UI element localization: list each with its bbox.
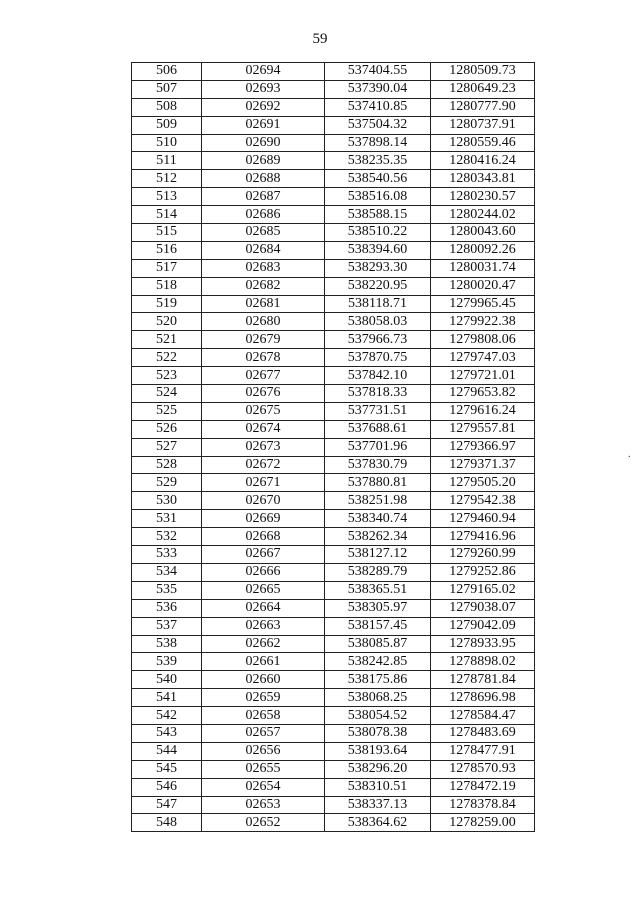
y-coordinate-cell: 1278378.84 — [431, 796, 535, 814]
y-coordinate-cell: 1279042.09 — [431, 617, 535, 635]
point-id-cell: 02670 — [202, 492, 325, 510]
y-coordinate-cell: 1279460.94 — [431, 510, 535, 528]
point-id-cell: 02683 — [202, 259, 325, 277]
x-coordinate-cell: 538540.56 — [325, 170, 431, 188]
x-coordinate-cell: 537410.85 — [325, 98, 431, 116]
y-coordinate-cell: 1280559.46 — [431, 134, 535, 152]
y-coordinate-cell: 1279542.38 — [431, 492, 535, 510]
table-row — [132, 599, 535, 617]
y-coordinate-cell: 1279965.45 — [431, 295, 535, 313]
y-coordinate-cell: 1280043.60 — [431, 224, 535, 242]
x-coordinate-cell: 538289.79 — [325, 563, 431, 581]
y-coordinate-cell: 1279252.86 — [431, 563, 535, 581]
margin-mark: . — [628, 449, 631, 460]
x-coordinate-cell: 538296.20 — [325, 760, 431, 778]
y-coordinate-cell: 1279557.81 — [431, 420, 535, 438]
table-row — [132, 563, 535, 581]
point-id-cell: 02659 — [202, 689, 325, 707]
row-number-cell: 533 — [132, 546, 202, 564]
point-id-cell: 02655 — [202, 760, 325, 778]
point-id-cell: 02667 — [202, 546, 325, 564]
point-id-cell: 02657 — [202, 724, 325, 742]
row-number-cell: 512 — [132, 170, 202, 188]
table-row — [132, 241, 535, 259]
table-row — [132, 510, 535, 528]
y-coordinate-cell: 1279505.20 — [431, 474, 535, 492]
row-number-cell: 509 — [132, 116, 202, 134]
x-coordinate-cell: 538078.38 — [325, 724, 431, 742]
row-number-cell: 547 — [132, 796, 202, 814]
x-coordinate-cell: 538305.97 — [325, 599, 431, 617]
y-coordinate-cell: 1278472.19 — [431, 778, 535, 796]
x-coordinate-cell: 538085.87 — [325, 635, 431, 653]
point-id-cell: 02674 — [202, 420, 325, 438]
table-row — [132, 653, 535, 671]
x-coordinate-cell: 538068.25 — [325, 689, 431, 707]
x-coordinate-cell: 537688.61 — [325, 420, 431, 438]
x-coordinate-cell: 538364.62 — [325, 814, 431, 832]
x-coordinate-cell: 537966.73 — [325, 331, 431, 349]
y-coordinate-cell: 1278570.93 — [431, 760, 535, 778]
row-number-cell: 543 — [132, 724, 202, 742]
point-id-cell: 02669 — [202, 510, 325, 528]
table-row — [132, 367, 535, 385]
row-number-cell: 515 — [132, 224, 202, 242]
row-number-cell: 513 — [132, 188, 202, 206]
row-number-cell: 541 — [132, 689, 202, 707]
x-coordinate-cell: 537504.32 — [325, 116, 431, 134]
y-coordinate-cell: 1280031.74 — [431, 259, 535, 277]
row-number-cell: 542 — [132, 707, 202, 725]
x-coordinate-cell: 538365.51 — [325, 581, 431, 599]
point-id-cell: 02689 — [202, 152, 325, 170]
row-number-cell: 527 — [132, 438, 202, 456]
table-row — [132, 224, 535, 242]
row-number-cell: 545 — [132, 760, 202, 778]
point-id-cell: 02666 — [202, 563, 325, 581]
row-number-cell: 524 — [132, 385, 202, 403]
table-row — [132, 116, 535, 134]
row-number-cell: 532 — [132, 528, 202, 546]
point-id-cell: 02680 — [202, 313, 325, 331]
y-coordinate-cell: 1279721.01 — [431, 367, 535, 385]
row-number-cell: 537 — [132, 617, 202, 635]
coordinates-table-body — [132, 63, 535, 832]
row-number-cell: 526 — [132, 420, 202, 438]
table-row — [132, 456, 535, 474]
page-number: 59 — [312, 31, 328, 47]
table-row — [132, 134, 535, 152]
y-coordinate-cell: 1280509.73 — [431, 63, 535, 81]
row-number-cell: 518 — [132, 277, 202, 295]
table-row — [132, 546, 535, 564]
point-id-cell: 02672 — [202, 456, 325, 474]
y-coordinate-cell: 1280343.81 — [431, 170, 535, 188]
table-row — [132, 438, 535, 456]
row-number-cell: 519 — [132, 295, 202, 313]
coordinates-table — [131, 62, 535, 832]
table-row — [132, 349, 535, 367]
point-id-cell: 02663 — [202, 617, 325, 635]
x-coordinate-cell: 538058.03 — [325, 313, 431, 331]
x-coordinate-cell: 538262.34 — [325, 528, 431, 546]
table-row — [132, 742, 535, 760]
y-coordinate-cell: 1279616.24 — [431, 402, 535, 420]
point-id-cell: 02671 — [202, 474, 325, 492]
row-number-cell: 540 — [132, 671, 202, 689]
x-coordinate-cell: 538235.35 — [325, 152, 431, 170]
point-id-cell: 02679 — [202, 331, 325, 349]
point-id-cell: 02685 — [202, 224, 325, 242]
table-row — [132, 98, 535, 116]
x-coordinate-cell: 538157.45 — [325, 617, 431, 635]
x-coordinate-cell: 538175.86 — [325, 671, 431, 689]
row-number-cell: 510 — [132, 134, 202, 152]
row-number-cell: 535 — [132, 581, 202, 599]
x-coordinate-cell: 538588.15 — [325, 206, 431, 224]
x-coordinate-cell: 537870.75 — [325, 349, 431, 367]
row-number-cell: 516 — [132, 241, 202, 259]
x-coordinate-cell: 537898.14 — [325, 134, 431, 152]
table-row — [132, 295, 535, 313]
table-row — [132, 313, 535, 331]
point-id-cell: 02690 — [202, 134, 325, 152]
y-coordinate-cell: 1280092.26 — [431, 241, 535, 259]
x-coordinate-cell: 537390.04 — [325, 80, 431, 98]
row-number-cell: 544 — [132, 742, 202, 760]
x-coordinate-cell: 537404.55 — [325, 63, 431, 81]
row-number-cell: 517 — [132, 259, 202, 277]
point-id-cell: 02654 — [202, 778, 325, 796]
row-number-cell: 538 — [132, 635, 202, 653]
row-number-cell: 548 — [132, 814, 202, 832]
y-coordinate-cell: 1279747.03 — [431, 349, 535, 367]
point-id-cell: 02684 — [202, 241, 325, 259]
x-coordinate-cell: 537842.10 — [325, 367, 431, 385]
row-number-cell: 507 — [132, 80, 202, 98]
point-id-cell: 02681 — [202, 295, 325, 313]
row-number-cell: 520 — [132, 313, 202, 331]
point-id-cell: 02660 — [202, 671, 325, 689]
point-id-cell: 02664 — [202, 599, 325, 617]
x-coordinate-cell: 538510.22 — [325, 224, 431, 242]
y-coordinate-cell: 1278483.69 — [431, 724, 535, 742]
table-row — [132, 474, 535, 492]
y-coordinate-cell: 1279371.37 — [431, 456, 535, 474]
row-number-cell: 539 — [132, 653, 202, 671]
point-id-cell: 02656 — [202, 742, 325, 760]
y-coordinate-cell: 1280777.90 — [431, 98, 535, 116]
row-number-cell: 534 — [132, 563, 202, 581]
table-row — [132, 385, 535, 403]
table-row — [132, 671, 535, 689]
table-row — [132, 707, 535, 725]
table-row — [132, 689, 535, 707]
point-id-cell: 02691 — [202, 116, 325, 134]
row-number-cell: 511 — [132, 152, 202, 170]
point-id-cell: 02665 — [202, 581, 325, 599]
x-coordinate-cell: 538337.13 — [325, 796, 431, 814]
y-coordinate-cell: 1278696.98 — [431, 689, 535, 707]
row-number-cell: 536 — [132, 599, 202, 617]
table-row — [132, 581, 535, 599]
y-coordinate-cell: 1279922.38 — [431, 313, 535, 331]
x-coordinate-cell: 538193.64 — [325, 742, 431, 760]
point-id-cell: 02668 — [202, 528, 325, 546]
y-coordinate-cell: 1279808.06 — [431, 331, 535, 349]
y-coordinate-cell: 1279366.97 — [431, 438, 535, 456]
x-coordinate-cell: 538118.71 — [325, 295, 431, 313]
row-number-cell: 523 — [132, 367, 202, 385]
x-coordinate-cell: 537880.81 — [325, 474, 431, 492]
y-coordinate-cell: 1279165.02 — [431, 581, 535, 599]
x-coordinate-cell: 538293.30 — [325, 259, 431, 277]
y-coordinate-cell: 1278259.00 — [431, 814, 535, 832]
row-number-cell: 529 — [132, 474, 202, 492]
point-id-cell: 02682 — [202, 277, 325, 295]
y-coordinate-cell: 1279653.82 — [431, 385, 535, 403]
x-coordinate-cell: 538340.74 — [325, 510, 431, 528]
point-id-cell: 02673 — [202, 438, 325, 456]
x-coordinate-cell: 538310.51 — [325, 778, 431, 796]
y-coordinate-cell: 1280737.91 — [431, 116, 535, 134]
table-row — [132, 814, 535, 832]
table-row — [132, 778, 535, 796]
row-number-cell: 514 — [132, 206, 202, 224]
table-row — [132, 635, 535, 653]
x-coordinate-cell: 538127.12 — [325, 546, 431, 564]
x-coordinate-cell: 538516.08 — [325, 188, 431, 206]
x-coordinate-cell: 538394.60 — [325, 241, 431, 259]
x-coordinate-cell: 537830.79 — [325, 456, 431, 474]
x-coordinate-cell: 538251.98 — [325, 492, 431, 510]
table-row — [132, 277, 535, 295]
point-id-cell: 02658 — [202, 707, 325, 725]
table-row — [132, 420, 535, 438]
y-coordinate-cell: 1279038.07 — [431, 599, 535, 617]
table-row — [132, 760, 535, 778]
point-id-cell: 02694 — [202, 63, 325, 81]
table-row — [132, 259, 535, 277]
point-id-cell: 02653 — [202, 796, 325, 814]
table-row — [132, 402, 535, 420]
x-coordinate-cell: 537701.96 — [325, 438, 431, 456]
point-id-cell: 02678 — [202, 349, 325, 367]
table-row — [132, 152, 535, 170]
table-row — [132, 796, 535, 814]
row-number-cell: 525 — [132, 402, 202, 420]
y-coordinate-cell: 1279416.96 — [431, 528, 535, 546]
y-coordinate-cell: 1280649.23 — [431, 80, 535, 98]
point-id-cell: 02693 — [202, 80, 325, 98]
point-id-cell: 02677 — [202, 367, 325, 385]
y-coordinate-cell: 1280020.47 — [431, 277, 535, 295]
table-row — [132, 492, 535, 510]
y-coordinate-cell: 1278933.95 — [431, 635, 535, 653]
table-row — [132, 188, 535, 206]
table-row — [132, 63, 535, 81]
row-number-cell: 531 — [132, 510, 202, 528]
y-coordinate-cell: 1280416.24 — [431, 152, 535, 170]
table-row — [132, 170, 535, 188]
x-coordinate-cell: 538220.95 — [325, 277, 431, 295]
point-id-cell: 02661 — [202, 653, 325, 671]
y-coordinate-cell: 1279260.99 — [431, 546, 535, 564]
row-number-cell: 508 — [132, 98, 202, 116]
x-coordinate-cell: 537818.33 — [325, 385, 431, 403]
row-number-cell: 546 — [132, 778, 202, 796]
y-coordinate-cell: 1278584.47 — [431, 707, 535, 725]
x-coordinate-cell: 538054.52 — [325, 707, 431, 725]
point-id-cell: 02692 — [202, 98, 325, 116]
point-id-cell: 02662 — [202, 635, 325, 653]
point-id-cell: 02688 — [202, 170, 325, 188]
row-number-cell: 530 — [132, 492, 202, 510]
point-id-cell: 02687 — [202, 188, 325, 206]
row-number-cell: 521 — [132, 331, 202, 349]
point-id-cell: 02652 — [202, 814, 325, 832]
row-number-cell: 528 — [132, 456, 202, 474]
point-id-cell: 02676 — [202, 385, 325, 403]
y-coordinate-cell: 1280244.02 — [431, 206, 535, 224]
y-coordinate-cell: 1278781.84 — [431, 671, 535, 689]
y-coordinate-cell: 1280230.57 — [431, 188, 535, 206]
table-row — [132, 206, 535, 224]
table-row — [132, 617, 535, 635]
table-row — [132, 80, 535, 98]
x-coordinate-cell: 537731.51 — [325, 402, 431, 420]
row-number-cell: 506 — [132, 63, 202, 81]
point-id-cell: 02686 — [202, 206, 325, 224]
table-row — [132, 528, 535, 546]
row-number-cell: 522 — [132, 349, 202, 367]
table-row — [132, 724, 535, 742]
x-coordinate-cell: 538242.85 — [325, 653, 431, 671]
y-coordinate-cell: 1278477.91 — [431, 742, 535, 760]
y-coordinate-cell: 1278898.02 — [431, 653, 535, 671]
point-id-cell: 02675 — [202, 402, 325, 420]
table-row — [132, 331, 535, 349]
